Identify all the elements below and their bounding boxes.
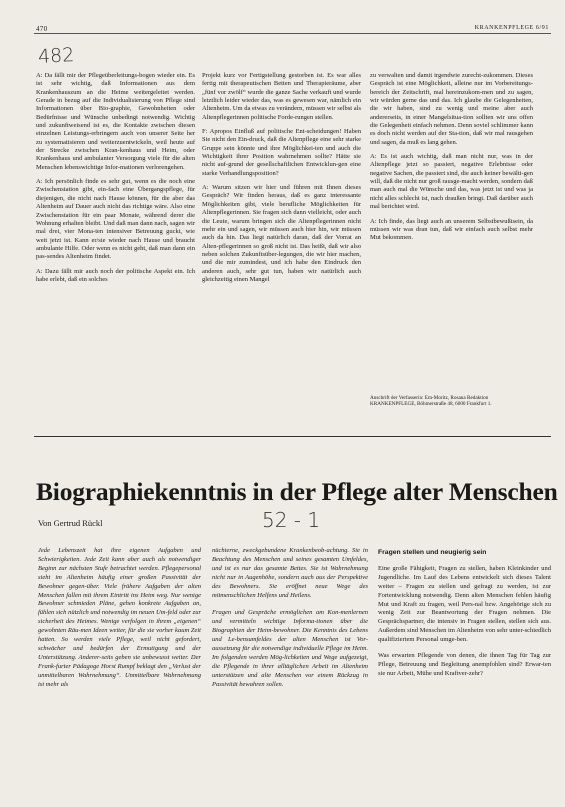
handwritten-note: 52 - 1	[262, 508, 321, 532]
page-number: 470	[36, 25, 48, 33]
paragraph: A: Warum sitzen wir hier und führen mit Ihnen dieses Gespräch? Wir finden heraus, daß es ganz interessante Möglichkeiten gibt, viele berufliche Möglichkeiten für Altenpflegerinnen. Sie fragen sich dann vielleicht, oder auch die Leute, warum bringen sich die Altenpflegerinnen nicht mehr ein und sagen, wir müssen auch hier hin, wir müssen auch da hin. Das liegt natürlich daran, daß der Vorrat an Alten-pflegerinnen so groß nicht ist. Das heißt, daß wir also neben solchen Zukunftsüber-legungen, die wir hier machen, und die mir zumindest, und ich habe den Eindruck den anderen auch, sehr gut tun, haben wir natürlich auch gleichzeitig einen Mangel	[202, 184, 361, 283]
paragraph: F: Apropos Einfluß auf politische Ent-scheidungen! Haben Sie nicht den Ein-druck, daß die Altenpflege eine sehr starke Gruppe sein könnte und ihre Möglichkei-ten und auch die Wichtigkeit ihrer Position wahrnehmen sollte? Hätte sie nicht auf-grund der gesellschaftlichen Entwicklun-gen eine starke Verhandlungsposition?	[202, 128, 361, 177]
paragraph: Projekt kurz vor Fertigstellung gestorben ist. Es war alles fertig mit therapeutischen Betten und Therapieräume, aber „fünf vor zwölf“ wurde die ganze Sache verkauft und wurde letztlich leider wieder das, was es gewesen war, nämlich ein Altenheim. Um da etwas zu verändern, müssen wir selbst als Altenpflegerinnen politische Forde-rungen stellen.	[202, 72, 361, 121]
paragraph: nüchterne, zweckgebundene Krankenbeob-achtung. Sie in Beachtung des Menschen und seines gesamten Umfeldes, und ist es nur das gesamte Bettes. Sie ist Wahrnehmung nicht nur in Augenhöhe, sondern auch aus der Perspektive des Bewohners. Sie eröffnet neue Wege des mitmenschlichen Helfens und Heilens. Fragen und Gespräche ermöglichen am Kon-menlernen und vermitteln wichtige Informa-tionen über die Biographien der Heim-bewohner. Die Kenntnis des Lebens und Le-bensumfeldes der alten Menschen ist Vor-aussetzung für die notwendige individuelle Pflege im Heim. Im folgenden werden Mög-lichkeiten und Wege aufgezeigt, die Pflegende in ihrer alltäglichen Arbeit im Altenheim unterstützen und alte Menschen vor einem Rückzug in Passivität bewahren sollen.	[212, 547, 368, 688]
paragraph: Eine große Fähigkeit, Fragen zu stellen, haben Kleinkinder und Jugendliche. Im Lauf des Lebens entwickelt sich dieses Talent weiter – Fragen zu stellen und gefragt zu werden, ist zur Fortentwicklung notwendig. Denn alten Menschen fehlen häufig Mut und Kraft zu fragen, weil Pers-nal bzw. Angehörige sich zu wenig Zeit zur Beantwortung der Fragen nehmen. Die Gesprächspartner, die intensiv in Fragen stellen, stellen sich aus. Außerdem sind Menschen im Altenheim von sehr unter-schiedlich qualifiziertem Personal umge-ben.	[378, 564, 551, 644]
paragraph: A: Da fällt mir der Pflegeüberleitungs-bogen wieder ein. Es ist sehr wichtig, daß Informationen aus dem Krankenhauszum an die Heime weitergeleitet werden. Gerade in bezug auf die Individualisierung von Pflege sind Informationen über Bio-graphie, Gewohnheiten oder Bedürfnisse und Wünsche unbedingt notwendig. Wichtig und zukunftweisend ist es, die Kontakte zwischen diesen einzelnen Leistungs-erbringern auch von unserer Seite her zu systematisieren und weiterzuentwickeln, weil heute auf der Strecke zwischen Kran-kenhaus und Heim, oder Krankenhaus und ambulanter Versorgung viele für die alten Menschen lebenswichtige Infor-mationen verlorengehen.	[36, 72, 195, 171]
paragraph: zu verwalten und damit irgendwie zurecht-zukommen. Dieses Gespräch ist eine Möglichkeit, alleine nur im Vorbereitungs-bereich der Zeitschrift, mal hereinzukom-men und zu sagen, wir würden gerne das und das. Ich glaube die Gelegenheiten, die wir haben, sind zu wenig und meine aber auch andererseits, in einer Mangelsitua-tion sollten wir uns offen die Gelegenheit einfach nehmen. Denn soviel schlimmer kann es doch nicht werden auf der Sta-tion, daß wir mal rausgehen und sagen, da muß es lang gehen.	[370, 72, 533, 146]
paragraph: A: Dazu fällt mir auch noch der politische Aspekt ein. Ich habe erlebt, daß ein solches	[36, 267, 195, 283]
paragraph: Was erwarten Pflegende von denen, die ihnen Tag für Tag zur Pflege, Betreuung und Begleitung anempfohlen sind? Erwar-ten sie nur Arbeit, Mühe und Kraftver-zehr?	[378, 652, 551, 677]
article-author: Von Gertrud Rückl	[38, 518, 103, 528]
interview-column-2	[202, 72, 361, 290]
paragraph: A: Es ist auch wichtig, daß man nicht nur, was in der Altenpflege jetzt so passiert, negative Erlebnisse oder negative Sachen, die passiert sind, die auch keiner bewälti-gen will, daß die nicht nur groß rausge-macht werden, sondern daß man auch mal die Wünsche und das, was jetzt ist und was ja nicht alles schlecht ist, nach draußen bringt. Daß darüber auch mal berichtet wird.	[370, 153, 533, 211]
header-rule	[34, 33, 551, 34]
interview-column-3	[370, 72, 533, 249]
article-title: Biographiekenntnis in der Pflege alter Menschen	[36, 477, 558, 506]
interview-column-1	[36, 72, 195, 290]
paragraph: Jede Lebenszeit hat ihre eigenen Aufgaben und Schwierigkeiten. Jede Zeit kann aber auch als notwendiger Beginn zur nächsten Stufe betrachtet werden. Pflegepersonal sieht im Altenheim häufig einer großen Passivität der Bewohner gegen-über. Viele frühere Aufgaben der alten Menschen fallen mit ihrem Eintritt ins Heim weg. Nur wenige Bewohner schmieden Pläne, gehen konkrete Aufgaben an, fühlen sich nützlich und notwendig im neuen Um-feld oder zur sicherheit des Heimes. Wenige verfolgen in ihrem „eigenen“ gewohnten Räu-men Ideen weiter, für die sie vorher kaum Zeit hatten. So werden viele Pflege, weil nicht gefordert, schwächer und bedürfen der Ermutigung und der Unterstützung. Anderer-seits geben sie unbewusst weiter. Der Frank-furter Pädagoge Horst Rumpf beklagt den „Verlust der unmittelbaren Wahrnehmung“. Unmittelbare Wahrnehmung ist mehr als	[38, 547, 201, 688]
body-column-3	[378, 549, 551, 686]
section-subheading: Fragen stellen und neugierig sein	[378, 549, 487, 556]
intro-column-1	[38, 547, 201, 697]
author-address-note: Anschrift der Verfasserin: Em-Moritz, Rosana Redaktion KRANKENPFLEGE, Böhmerstraße 48, 6000 Frankfurt 1.	[370, 395, 492, 408]
journal-header: KRANKENPFLEGE 6/91	[474, 25, 549, 31]
paragraph: A: Ich finde, das liegt auch an unserem Selbstbewußtsein, da müssen wir was dran tun, daß wir einfach auch selbst mehr Mut bekommen.	[370, 217, 533, 242]
paragraph: A: Ich persönlich finde es sehr gut, wenn es die noch eine Zwischenstation gibt, ein-fach eine Übergangspflege, für diejenigen, die nicht nach Hause können, für die aber das Altenheim auf Dauer auch nicht das richtige wäre. Also eine Zwischenstation für ein paar Monate, während derer die Wohnung erhalten bleibt. Und daß man dann nach, sagen wir mal drei, vier Mona-ten intensiver Betreuung guckt, wie weit jetzt ist. Kann er/sie wieder nach Hause und braucht ambulante Hilfe. Oder wenn es nicht geht, daß man dann ein pas-sendes Altenheim findet.	[36, 178, 195, 261]
section-rule	[34, 436, 551, 437]
intro-column-2	[212, 547, 368, 697]
handwritten-note: 482	[37, 44, 75, 68]
